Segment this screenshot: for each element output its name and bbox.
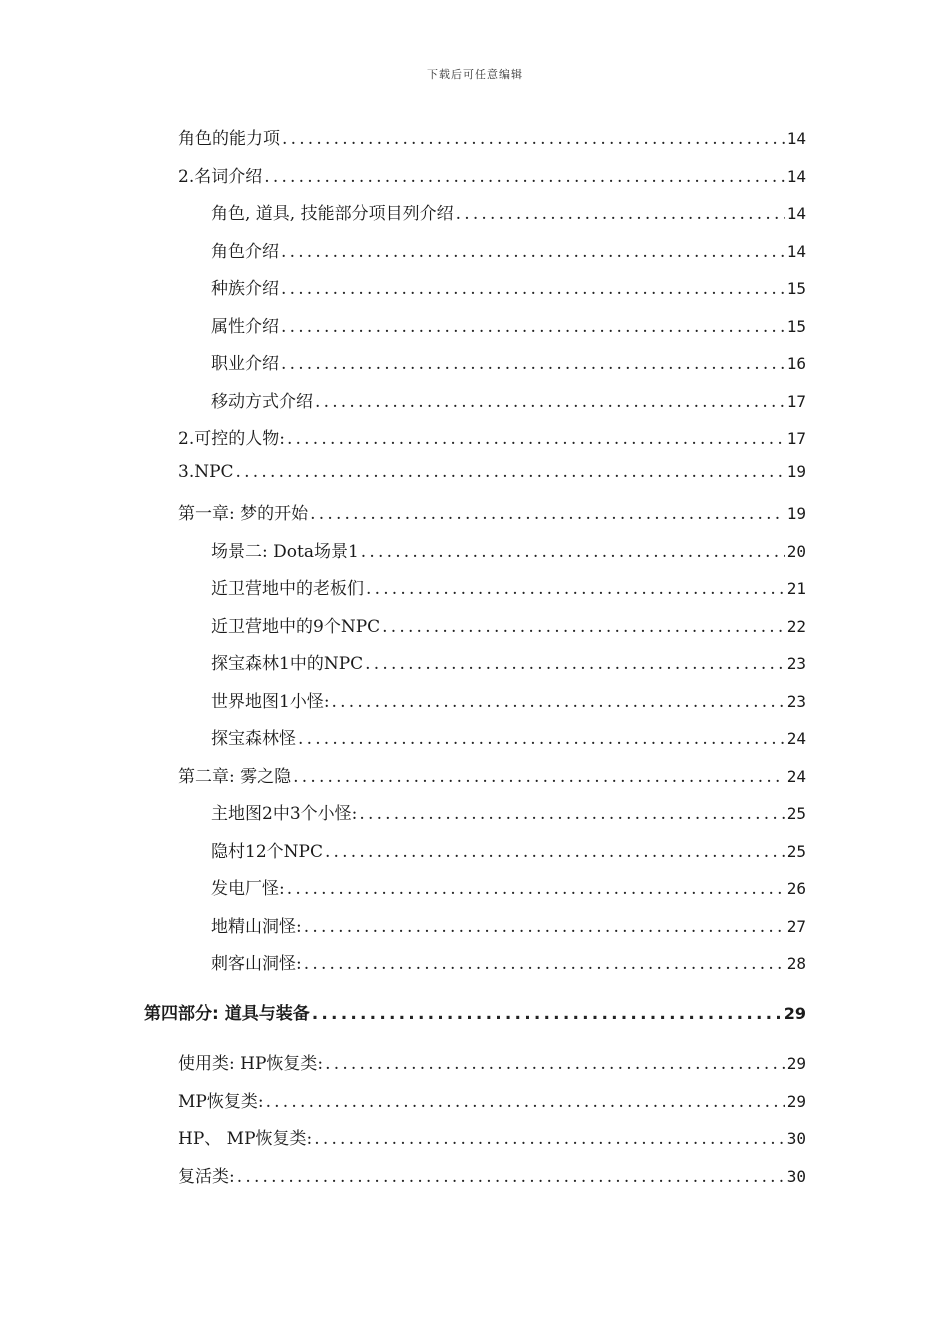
toc-entry-page: 14 xyxy=(786,129,806,148)
toc-leader xyxy=(287,429,785,449)
toc-leader xyxy=(325,1054,785,1074)
toc-entry-page: 25 xyxy=(786,842,806,861)
toc-entry-title: 隐村12个NPC xyxy=(211,842,323,862)
toc-leader xyxy=(282,129,785,149)
toc-entry-title: 地精山洞怪: xyxy=(211,917,302,937)
toc-entry[interactable] xyxy=(211,199,806,229)
toc-entry[interactable] xyxy=(211,649,806,679)
toc-leader xyxy=(310,504,785,524)
toc-entry-page: 17 xyxy=(786,392,806,411)
toc-entry-title: 角色介绍 xyxy=(211,242,279,262)
toc-entry-page: 19 xyxy=(786,462,806,481)
toc-entry-page: 29 xyxy=(786,1092,806,1111)
toc-leader xyxy=(287,879,785,899)
toc-entry-title: 世界地图1小怪: xyxy=(211,692,330,712)
toc-entry-title: 近卫营地中的9个NPC xyxy=(211,617,381,637)
toc-entry[interactable] xyxy=(211,274,806,304)
toc-entry-page: 20 xyxy=(786,542,806,561)
toc-entry[interactable] xyxy=(211,574,806,604)
toc-entry-page: 16 xyxy=(786,354,806,373)
toc-entry[interactable] xyxy=(211,612,806,642)
toc-leader xyxy=(456,204,785,224)
toc-entry-page: 22 xyxy=(786,617,806,636)
toc-entry[interactable] xyxy=(178,1124,806,1154)
toc-leader xyxy=(264,167,785,187)
toc-entry-title: 2.名词介绍 xyxy=(178,167,263,187)
toc-leader xyxy=(236,462,785,482)
toc-leader xyxy=(314,1129,784,1149)
toc-entry-page: 24 xyxy=(786,729,806,748)
toc-entry-title: 第四部分: 道具与装备 xyxy=(144,1004,310,1024)
toc-entry-title: 移动方式介绍 xyxy=(211,392,313,412)
toc-entry-title: 刺客山洞怪: xyxy=(211,954,302,974)
toc-entry[interactable] xyxy=(178,124,806,154)
toc-leader xyxy=(312,1004,782,1024)
toc-entry[interactable] xyxy=(211,387,806,417)
toc-entry-title: 场景二: Dota场景1 xyxy=(211,542,359,562)
toc-entry-title: MP恢复类: xyxy=(178,1092,264,1112)
toc-entry[interactable] xyxy=(211,912,806,942)
toc-entry-page: 25 xyxy=(786,804,806,823)
toc-leader xyxy=(361,542,785,562)
toc-entry-title: HP、 MP恢复类: xyxy=(178,1129,313,1149)
toc-entry[interactable] xyxy=(211,949,806,979)
toc-entry-page: 24 xyxy=(786,767,806,786)
toc-entry-title: 角色的能力项 xyxy=(178,129,280,149)
toc-entry-title: 近卫营地中的老板们 xyxy=(211,579,364,599)
toc-entry-title: 属性介绍 xyxy=(211,317,279,337)
toc-entry-page: 15 xyxy=(786,317,806,336)
toc-entry-title: 3.NPC xyxy=(178,462,234,482)
toc-leader xyxy=(281,242,785,262)
toc-leader xyxy=(281,317,785,337)
toc-entry[interactable] xyxy=(211,837,806,867)
toc-entry-page: 29 xyxy=(786,1054,806,1073)
toc-leader xyxy=(298,729,785,749)
toc-entry-page: 26 xyxy=(786,879,806,898)
toc-leader xyxy=(382,617,785,637)
toc-leader xyxy=(304,917,785,937)
toc-entry[interactable] xyxy=(178,1049,806,1079)
toc-entry[interactable] xyxy=(211,537,806,567)
page-header: 下载后可任意编辑 xyxy=(427,68,523,81)
toc-entry[interactable] xyxy=(211,724,806,754)
toc-entry-page: 21 xyxy=(786,579,806,598)
toc-entry-page: 14 xyxy=(786,167,806,186)
toc-entry-title: 2.可控的人物: xyxy=(178,429,285,449)
toc-entry[interactable] xyxy=(211,312,806,342)
toc-entry-page: 23 xyxy=(786,654,806,673)
toc-entry-title: 使用类: HP恢复类: xyxy=(178,1054,324,1074)
toc-leader xyxy=(304,954,785,974)
toc-entry[interactable] xyxy=(211,687,806,717)
toc-entry-page: 14 xyxy=(786,242,806,261)
toc-entry[interactable] xyxy=(178,424,806,454)
toc-entry-page: 17 xyxy=(786,429,806,448)
toc-entry[interactable] xyxy=(211,874,806,904)
toc-leader xyxy=(365,654,785,674)
toc-entry-title: 种族介绍 xyxy=(211,279,279,299)
toc-leader xyxy=(266,1092,785,1112)
toc-leader xyxy=(359,804,784,824)
toc-entry[interactable] xyxy=(211,349,806,379)
toc-leader xyxy=(281,354,785,374)
toc-entry[interactable] xyxy=(178,1087,806,1117)
toc-entry-title: 角色, 道具, 技能部分项目列介绍 xyxy=(211,204,454,224)
toc-entry-title: 复活类: xyxy=(178,1167,235,1187)
toc-entry[interactable] xyxy=(211,237,806,267)
toc-entry[interactable] xyxy=(211,799,806,829)
toc-entry-page: 23 xyxy=(786,692,806,711)
toc-leader xyxy=(325,842,785,862)
toc-entry-page: 15 xyxy=(786,279,806,298)
toc-leader xyxy=(332,692,785,712)
toc-entry-title: 主地图2中3个小怪: xyxy=(211,804,358,824)
toc-part-heading[interactable] xyxy=(144,999,806,1029)
toc-leader xyxy=(237,1167,785,1187)
toc-leader xyxy=(366,579,785,599)
toc-leader xyxy=(281,279,785,299)
toc-leader xyxy=(293,767,785,787)
toc-entry[interactable] xyxy=(178,462,806,492)
toc-entry-page: 27 xyxy=(786,917,806,936)
toc-entry[interactable] xyxy=(178,162,806,192)
toc-entry-page: 30 xyxy=(786,1167,806,1186)
toc-entry-title: 探宝森林1中的NPC xyxy=(211,654,364,674)
toc-entry[interactable] xyxy=(178,762,806,792)
toc-entry-page: 29 xyxy=(783,1004,806,1023)
toc-entry-title: 第二章: 雾之隐 xyxy=(178,767,292,787)
toc-leader xyxy=(315,392,785,412)
toc-entry-title: 发电厂怪: xyxy=(211,879,285,899)
toc-entry-page: 28 xyxy=(786,954,806,973)
toc-entry-page: 14 xyxy=(786,204,806,223)
toc-entry-page: 19 xyxy=(786,504,806,523)
toc-entry-page: 30 xyxy=(786,1129,806,1148)
toc-entry[interactable] xyxy=(178,1162,806,1192)
toc-entry-title: 探宝森林怪 xyxy=(211,729,296,749)
toc-entry-title: 第一章: 梦的开始 xyxy=(178,504,309,524)
toc-entry-title: 职业介绍 xyxy=(211,354,279,374)
toc-entry[interactable] xyxy=(178,499,806,529)
